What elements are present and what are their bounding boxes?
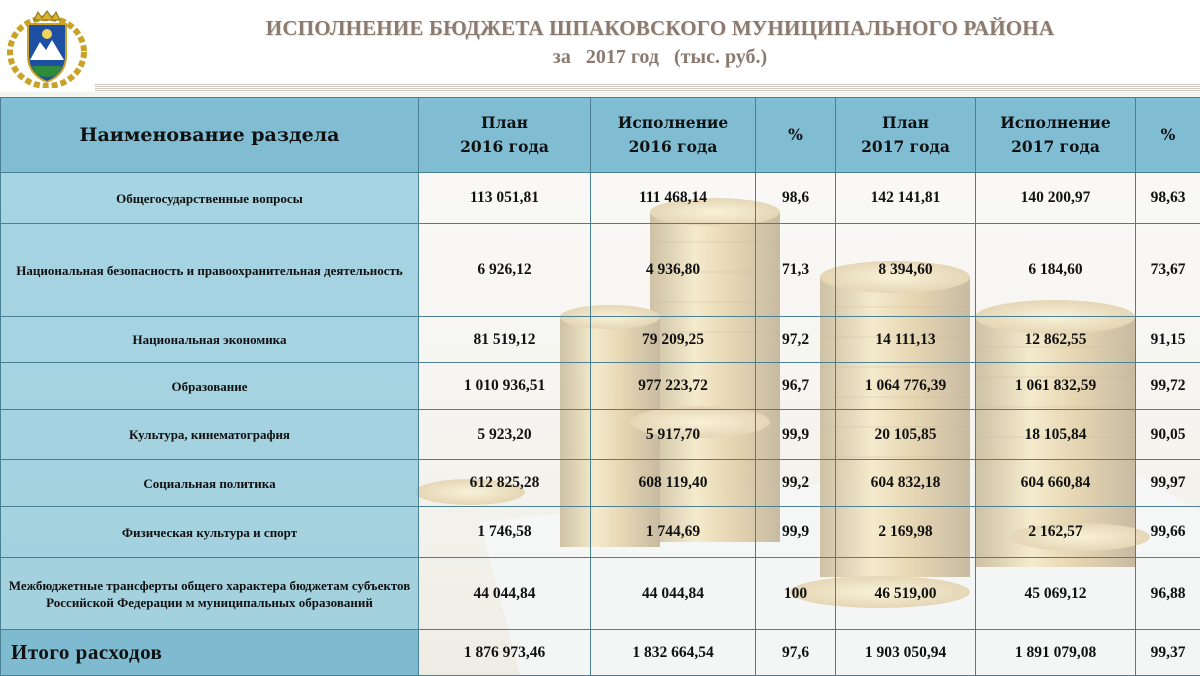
row-name: Общегосударственные вопросы <box>1 173 419 224</box>
page-title: ИСПОЛНЕНИЕ БЮДЖЕТА ШПАКОВСКОГО МУНИЦИПАЛЬНОГО РАЙОНА <box>130 16 1190 41</box>
cell-plan-2016: 5 923,20 <box>419 410 591 460</box>
cell-exec-2017: 18 105,84 <box>976 410 1136 460</box>
cell-pct-2016: 99,9 <box>756 410 836 460</box>
cell-pct-2017: 99,97 <box>1136 460 1200 507</box>
cell-plan-2016: 44 044,84 <box>419 558 591 630</box>
cell-exec-2016: 44 044,84 <box>591 558 756 630</box>
cell-exec-2017: 2 162,57 <box>976 507 1136 558</box>
cell-plan-2017: 14 111,13 <box>836 317 976 363</box>
cell-plan-2017: 1 064 776,39 <box>836 363 976 410</box>
col-header-line: 2016 года <box>423 135 586 159</box>
col-header-line: Исполнение <box>980 111 1131 135</box>
row-name: Образование <box>1 363 419 410</box>
cell-exec-2016: 111 468,14 <box>591 173 756 224</box>
cell-plan-2016: 612 825,28 <box>419 460 591 507</box>
table-row <box>1 410 1200 460</box>
cell-pct-2017: 99,66 <box>1136 507 1200 558</box>
cell-plan-2017: 142 141,81 <box>836 173 976 224</box>
cell-exec-2016: 5 917,70 <box>591 410 756 460</box>
coat-of-arms-emblem-icon <box>6 10 88 88</box>
row-name: Национальная безопасность и правоохранительная деятельность <box>1 224 419 317</box>
cell-exec-2016: 608 119,40 <box>591 460 756 507</box>
cell-exec-2016: 977 223,72 <box>591 363 756 410</box>
cell-exec-2017: 12 862,55 <box>976 317 1136 363</box>
cell-pct-2016: 99,2 <box>756 460 836 507</box>
cell-plan-2016: 6 926,12 <box>419 224 591 317</box>
col-header-line: 2017 года <box>980 135 1131 159</box>
row-name: Межбюджетные трансферты общего характера бюджетам субъектов Российской Федерации м муниципальных образований <box>1 558 419 630</box>
table-row <box>1 224 1200 317</box>
col-header-exec-2017 <box>976 98 1136 173</box>
slide-header <box>0 0 1200 92</box>
cell-pct-2016: 98,6 <box>756 173 836 224</box>
col-header-line: План <box>423 111 586 135</box>
table-row <box>1 558 1200 630</box>
total-pct-2016: 97,6 <box>756 630 836 676</box>
cell-plan-2017: 46 519,00 <box>836 558 976 630</box>
header-divider <box>95 84 1200 92</box>
total-plan-2017: 1 903 050,94 <box>836 630 976 676</box>
total-exec-2016: 1 832 664,54 <box>591 630 756 676</box>
cell-pct-2017: 90,05 <box>1136 410 1200 460</box>
cell-plan-2016: 1 010 936,51 <box>419 363 591 410</box>
cell-exec-2016: 79 209,25 <box>591 317 756 363</box>
col-header-plan-2016 <box>419 98 591 173</box>
row-name: Культура, кинематография <box>1 410 419 460</box>
col-header-line: Исполнение <box>595 111 751 135</box>
table-header-row <box>1 98 1200 173</box>
row-name: Национальная экономика <box>1 317 419 363</box>
row-name: Физическая культура и спорт <box>1 507 419 558</box>
table-row <box>1 363 1200 410</box>
budget-table <box>0 97 1200 676</box>
cell-pct-2017: 99,72 <box>1136 363 1200 410</box>
cell-plan-2016: 113 051,81 <box>419 173 591 224</box>
table-row <box>1 173 1200 224</box>
cell-pct-2016: 96,7 <box>756 363 836 410</box>
cell-pct-2017: 91,15 <box>1136 317 1200 363</box>
subtitle-units: (тыс. руб.) <box>674 46 767 68</box>
row-name: Социальная политика <box>1 460 419 507</box>
total-row <box>1 630 1200 676</box>
col-header-name: Наименование раздела <box>1 98 419 173</box>
cell-pct-2016: 97,2 <box>756 317 836 363</box>
cell-pct-2016: 100 <box>756 558 836 630</box>
cell-exec-2017: 1 061 832,59 <box>976 363 1136 410</box>
col-header-line: 2017 года <box>840 135 971 159</box>
cell-plan-2017: 8 394,60 <box>836 224 976 317</box>
cell-pct-2017: 73,67 <box>1136 224 1200 317</box>
cell-pct-2017: 96,88 <box>1136 558 1200 630</box>
cell-exec-2016: 4 936,80 <box>591 224 756 317</box>
col-header-line: План <box>840 111 971 135</box>
cell-exec-2016: 1 744,69 <box>591 507 756 558</box>
col-header-pct-2017: % <box>1136 98 1200 173</box>
page-subtitle <box>130 46 1190 69</box>
cell-plan-2017: 20 105,85 <box>836 410 976 460</box>
col-header-plan-2017 <box>836 98 976 173</box>
table-row <box>1 317 1200 363</box>
cell-plan-2016: 81 519,12 <box>419 317 591 363</box>
cell-plan-2016: 1 746,58 <box>419 507 591 558</box>
cell-exec-2017: 140 200,97 <box>976 173 1136 224</box>
cell-exec-2017: 604 660,84 <box>976 460 1136 507</box>
cell-plan-2017: 2 169,98 <box>836 507 976 558</box>
col-header-pct-2016: % <box>756 98 836 173</box>
total-pct-2017: 99,37 <box>1136 630 1200 676</box>
subtitle-year: за 2017 год <box>553 46 659 68</box>
cell-pct-2016: 99,9 <box>756 507 836 558</box>
cell-pct-2016: 71,3 <box>756 224 836 317</box>
cell-pct-2017: 98,63 <box>1136 173 1200 224</box>
table-row <box>1 507 1200 558</box>
table-row <box>1 460 1200 507</box>
total-exec-2017: 1 891 079,08 <box>976 630 1136 676</box>
cell-exec-2017: 6 184,60 <box>976 224 1136 317</box>
col-header-line: 2016 года <box>595 135 751 159</box>
total-label: Итого расходов <box>1 630 419 676</box>
total-plan-2016: 1 876 973,46 <box>419 630 591 676</box>
cell-exec-2017: 45 069,12 <box>976 558 1136 630</box>
col-header-exec-2016 <box>591 98 756 173</box>
cell-plan-2017: 604 832,18 <box>836 460 976 507</box>
